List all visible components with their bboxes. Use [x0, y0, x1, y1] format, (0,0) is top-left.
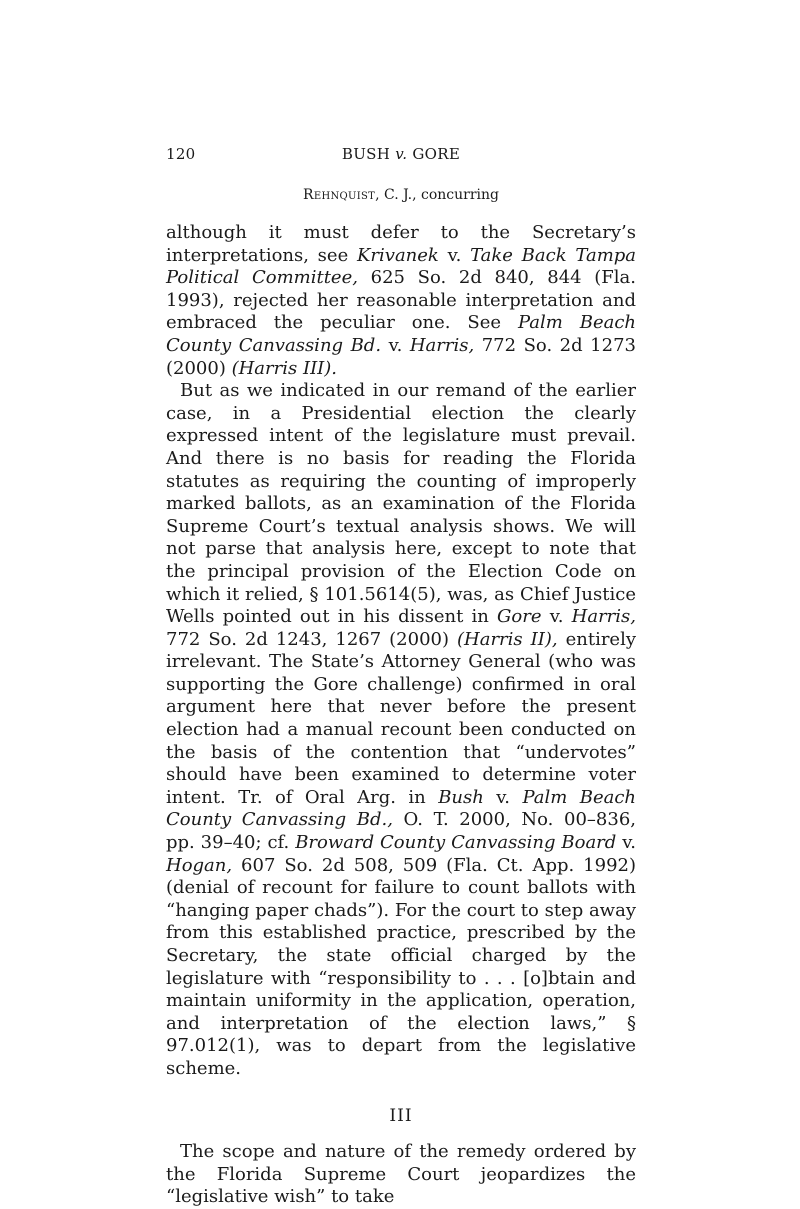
paragraph-1 [166, 222, 636, 380]
text-run: although it must defer to the Secretary’s interpretations, see [166, 222, 636, 266]
text-run: O. T. 2000, No. 00–836, pp. 39–40; cf. [166, 809, 636, 854]
opinion-author: Rehnquist [303, 187, 376, 203]
opinion-suffix: , C. J., concurring [375, 187, 499, 203]
case-title-v: v. [395, 145, 408, 163]
opinion-label [166, 187, 636, 203]
case-title-right: GORE [412, 145, 461, 163]
text-run: v. [381, 334, 410, 356]
text-run: But as we indicated in our remand of the earlier case, in a Presidential election the clearly expressed intent of the legislature must prevail. And there is no basis for reading the Florida statutes as requiring the counting of improperly marked ballots, as an examination of the Florida Supreme Court’s textual analysis shows. We will not parse that analysis here, except to note that the principal provision of the Election Code on which it relied, § 101.5614(5), was, as Chief Justice Wells pointed out in his dissent in [166, 380, 636, 628]
case-name: Harris, [571, 606, 636, 628]
running-head [166, 145, 636, 165]
text-run: 772 So. 2d 1243, 1267 (2000) [166, 628, 457, 650]
case-name: Palm Beach County Canvassing Bd. [166, 312, 636, 356]
text-run: v. [616, 832, 636, 854]
case-name: Krivanek [356, 244, 439, 266]
text-run: entirely irrelevant. The State’s Attorney General (who was supporting the Gore challenge) confirmed in oral argument here that never before the present election had a manual recount been conducted on the basis of the contention that “undervotes” should have been examined to determine voter intent. Tr. of Oral Arg. in [166, 628, 637, 808]
case-title [166, 145, 636, 163]
text-run: 607 So. 2d 508, 509 (Fla. Ct. App. 1992) (denial of recount for failure to count ballots with “hanging paper chads”). For the court to step away from this established practice, prescribed by the Secretary, the state official charged by the legislature with “responsibility to . . . [o]btain and maintain uniformity in the application, operation, and interpretation of the election laws,” § 97.012(1), was to depart from the legislative scheme. [166, 854, 636, 1079]
case-name: Broward County Canvassing Board [295, 832, 617, 854]
case-short-name: (Harris III). [231, 357, 338, 379]
text-run: 625 So. 2d 840, 844 (Fla. 1993), rejected her reasonable interpretation and embraced the peculiar one. See [166, 267, 636, 334]
case-name: Take Back Tampa Political Committee, [166, 244, 637, 289]
text-run: 772 So. 2d 1273 (2000) [166, 334, 636, 379]
case-name: Bush [438, 786, 484, 808]
text-run: v. [438, 244, 471, 266]
text-run: v. [483, 786, 523, 808]
case-short-name: (Harris II), [457, 628, 558, 650]
paragraph-2 [166, 380, 636, 1080]
opinion-body [166, 222, 636, 1209]
case-title-left: BUSH [341, 145, 391, 163]
text-run: The scope and nature of the remedy ordered by the Florida Supreme Court jeopardizes the “legislative wish” to take [166, 1141, 636, 1208]
case-name: Palm Beach County Canvassing Bd., [166, 786, 636, 831]
page-number: 120 [166, 145, 196, 163]
case-name: Hogan, [166, 854, 233, 876]
paragraph-3 [166, 1141, 636, 1209]
section-heading: III [389, 1105, 413, 1126]
case-name: Harris, [409, 334, 475, 356]
case-name: Gore [497, 606, 542, 628]
text-run: v. [541, 606, 572, 628]
